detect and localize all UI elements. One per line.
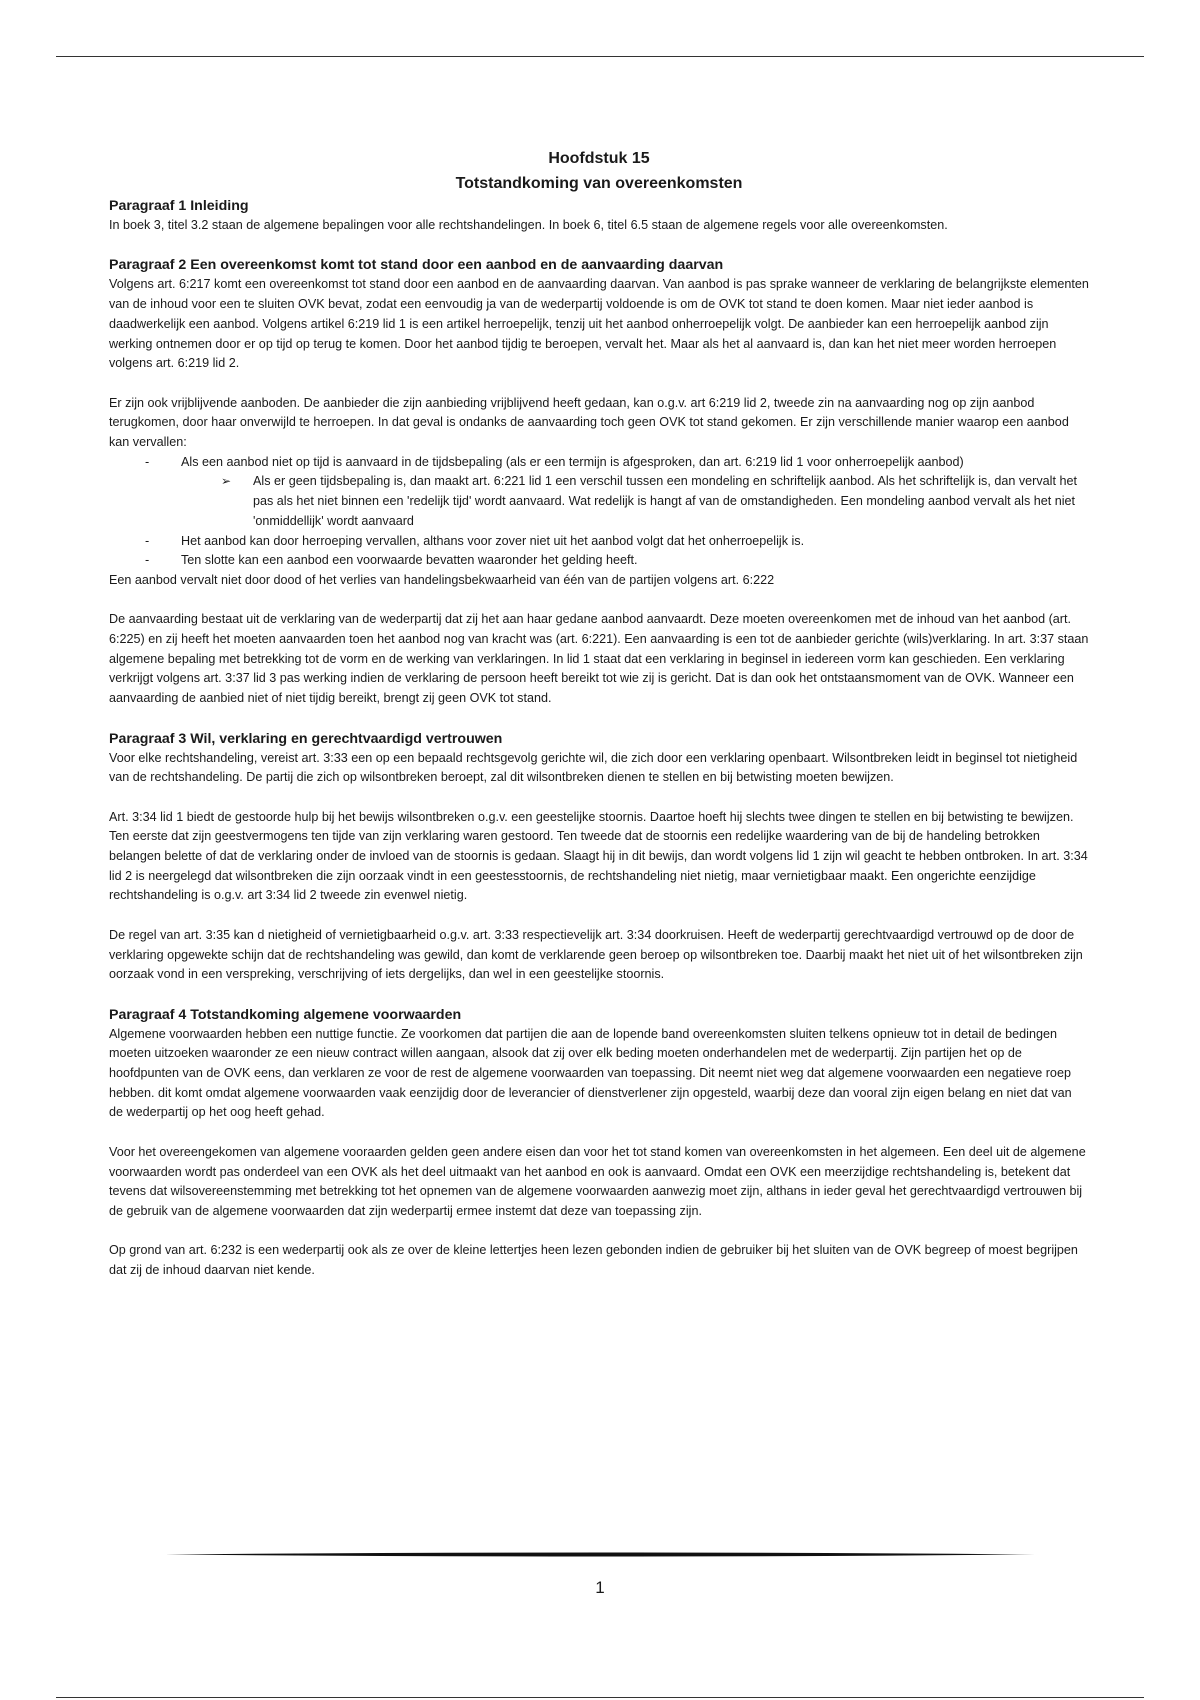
paragraph: Algemene voorwaarden hebben een nuttige functie. Ze voorkomen dat partijen die aan de lopende band overeenkomsten sluiten telkens opnieuw tot in detail de bedingen moeten uitzoeken waaronder ze een nieuw contract willen aangaan, alsook dat zij over elk beding moeten onderhandelen met de wederpartij. Zijn partijen het op de hoofdpunten van de OVK eens, dan verklaren ze voor de rest de algemene voorwaarden van toepassing. Dit neemt niet weg dat algemene voorwaarden een negatieve roep hebben. dit komt omdat algemene voorwaarden vaak eenzijdig door de leverancier of dienstverlener zijn opgesteld, waarbij deze dan vooral zijn eigen belang en niet dat van de wederpartij op het oog heeft gehad. <box>109 1026 1072 1120</box>
list-item-text: Als er geen tijdsbepaling is, dan maakt art. 6:221 lid 1 een verschil tussen een mondeling en schriftelijk aanbod. Als het schriftelijk is, dan vervalt het pas als het niet binnen een 'redelijk tijd' wordt aanvaard. Wat redelijk is hangt af van de omstandigheden. Een mondeling aanbod vervalt als het niet 'onmiddellijk' wordt aanvaard <box>253 474 1077 528</box>
list-item-text: Het aanbod kan door herroeping vervallen, althans voor zover niet uit het aanbod volgt dat het onherroepelijk is. <box>181 533 805 548</box>
chapter-title: Totstandkoming van overeenkomsten <box>455 175 743 192</box>
section-heading: Paragraaf 2 Een overeenkomst komt tot stand door een aanbod en de aanvaarding daarvan <box>109 257 724 274</box>
section-heading: Paragraaf 3 Wil, verklaring en gerechtvaardigd vertrouwen <box>109 730 503 747</box>
list-item <box>109 532 1089 552</box>
dash-bullet: - <box>145 553 150 568</box>
document-body <box>109 146 1089 1281</box>
dash-bullet: - <box>145 454 150 469</box>
paragraph: Op grond van art. 6:232 is een wederpartij ook als ze over de kleine lettertjes heen lezen gebonden indien de gebruiker bij het sluiten van de OVK begreep of moest begrijpen dat zij de inhoud daarvan niet kende. <box>109 1243 1078 1278</box>
paragraph: In boek 3, titel 3.2 staan de algemene bepalingen voor alle rechtshandelingen. In boek 6, titel 6.5 staan de algemene regels voor alle overeenkomsten. <box>109 218 948 232</box>
sub-bullet-list <box>109 472 1089 531</box>
section-heading: Paragraaf 4 Totstandkoming algemene voorwaarden <box>109 1006 462 1023</box>
list-item <box>109 453 1089 473</box>
paragraph: De aanvaarding bestaat uit de verklaring van de wederpartij dat zij het aan haar gedane aanbod aanvaardt. Deze moeten overeenkomen met de inhoud van het aanbod (art. 6:225) en zij heeft het moeten aanvaarden toen het aanbod nog van kracht was (art. 6:221). Een aanvaarding is een tot de aanbieder gerichte (wils)verklaring. In art. 3:37 staan algemene bepaling met betrekking tot de vorm en de werking van verklaringen. In lid 1 staat dat een verklaring in beginsel in iedereen vorm kan geschieden. Een verklaring verkrijgt volgens art. 3:37 lid 3 pas werking indien de verklaring de persoon heeft bereikt tot wie zij is gericht. Dat is dan ook het ontstaansmoment van de OVK. Wanneer een aanvaarding de aanbied niet of niet tijdig bereikt, brengt zij geen OVK tot stand. <box>109 612 1089 706</box>
paragraph: Er zijn ook vrijblijvende aanboden. De aanbieder die zijn aanbieding vrijblijvend heeft gedaan, kan o.g.v. art 6:219 lid 2, tweede zin na aanvaarding nog op zijn aanbod terugkomen, door haar onverwijld te herroepen. In dat geval is ondanks de aanvaarding toch geen OVK tot stand gekomen. Er zijn verschillende manier waarop een aanbod kan vervallen: <box>109 395 1069 449</box>
paragraph: Voor elke rechtshandeling, vereist art. 3:33 een op een bepaald rechtsgevolg gerichte wil, die zich door een verklaring openbaart. Wilsontbreken leidt in beginsel tot nietigheid van de rechtshandeling. De partij die zich op wilsontbreken beroept, zal dit wilsontbreken dienen te stellen en bij betwisting moeten bewijzen. <box>109 750 1078 785</box>
section-heading: Paragraaf 1 Inleiding <box>109 198 249 214</box>
list-item <box>109 472 1089 531</box>
bullet-list <box>109 532 1089 571</box>
list-item-text: Ten slotte kan een aanbod een voorwaarde bevatten waaronder het gelding heeft. <box>181 553 638 568</box>
chapter-heading: Hoofdstuk 15 <box>548 150 650 167</box>
list-item <box>109 551 1089 571</box>
page-number: 1 <box>595 1578 605 1597</box>
list-item-text: Als een aanbod niet op tijd is aanvaard in de tijdsbepaling (als er een termijn is afgesproken, dan art. 6:219 lid 1 voor onherroepelijk aanbod) <box>181 454 964 469</box>
paragraph: Voor het overeengekomen van algemene vooraarden gelden geen andere eisen dan voor het tot stand komen van overeenkomsten in het algemeen. Een deel uit de algemene voorwaarden wordt pas onderdeel van een OVK als het deel uitmaakt van het aanbod en ook is aanvaard. Omdat een OVK een meerzijdige rechtshandeling is, betekent dat tevens dat wilsovereenstemming met betrekking tot het opnemen van de algemene voorwaarden aanwezig moet zijn, althans in ieder geval het gerechtvaardigd vertrouwen bij de gebruik van de algemene voorwaarden dat zijn wederpartij ermee instemt dat deze van toepassing zijn. <box>109 1144 1086 1218</box>
footer-divider <box>165 1552 1035 1557</box>
header-rule <box>56 56 1144 57</box>
paragraph: Volgens art. 6:217 komt een overeenkomst tot stand door een aanbod en de aanvaarding daarvan. Van aanbod is pas sprake wanneer de verklaring de belangrijkste elementen van de inhoud voor een te sluiten OVK bevat, zodat een eenvoudig ja van de wederpartij voldoende is om de OVK tot stand te doen komen. Maar niet ieder aanbod is daadwerkelijk een aanbod. Volgens artikel 6:219 lid 1 is een artikel herroepelijk, tenzij uit het aanbod onherroepelijk volgt. De aanbieder kan een herroepelijk aanbod zijn werking ontnemen door er op tijd op terug te komen. Door het aanbod tijdig te beroepen, vervalt het. Maar als het al aanvaard is, dan kan het niet meer worden herroepen volgens art. 6:219 lid 2. <box>109 277 1089 371</box>
footer-rule <box>56 1697 1144 1698</box>
arrow-bullet-icon: ➢ <box>221 474 232 489</box>
paragraph: Een aanbod vervalt niet door dood of het verlies van handelingsbekwaarheid van één van de partijen volgens art. 6:222 <box>109 572 775 587</box>
paragraph: De regel van art. 3:35 kan d nietigheid of vernietigbaarheid o.g.v. art. 3:33 respectievelijk art. 3:34 doorkruisen. Heeft de wederpartij gerechtvaardigd vertrouwd op de door de verklaring opgewekte schijn dat de rechtshandeling was gewild, dan komt de verklarende geen beroep op wilsontbreken toe. Daarbij maakt het niet uit of het wilsontbreken zijn oorzaak vond in een verspreking, verschrijving of iets dergelijks, dan wel in een geestelijke stoornis. <box>109 927 1083 982</box>
dash-bullet: - <box>145 533 150 548</box>
bullet-list <box>109 453 1089 473</box>
paragraph: Art. 3:34 lid 1 biedt de gestoorde hulp bij het bewijs wilsontbreken o.g.v. een geestelijke stoornis. Daartoe hoeft hij slechts twee dingen te stellen en bij betwisting te bewijzen. Ten eerste dat zijn geestvermogens ten tijde van zijn verklaring waren gestoord. Ten tweede dat de stoornis een redelijke waardering van de bij de handeling betrokken belangen belette of dat de verklaring onder de invloed van de stoornis is gedaan. Slaagt hij in dit bewijs, dan wordt volgens lid 1 zijn wil geacht te hebben ontbroken. In art. 3:34 lid 2 is neergelegd dat wilsontbreken die zijn oorzaak vindt in een geestesstoornis, de rechtshandeling niet nietig, maar vernietigbaar maakt. Een ongerichte eenzijdige rechtshandeling is o.g.v. art 3:34 lid 2 tweede zin evenwel nietig. <box>109 809 1088 903</box>
